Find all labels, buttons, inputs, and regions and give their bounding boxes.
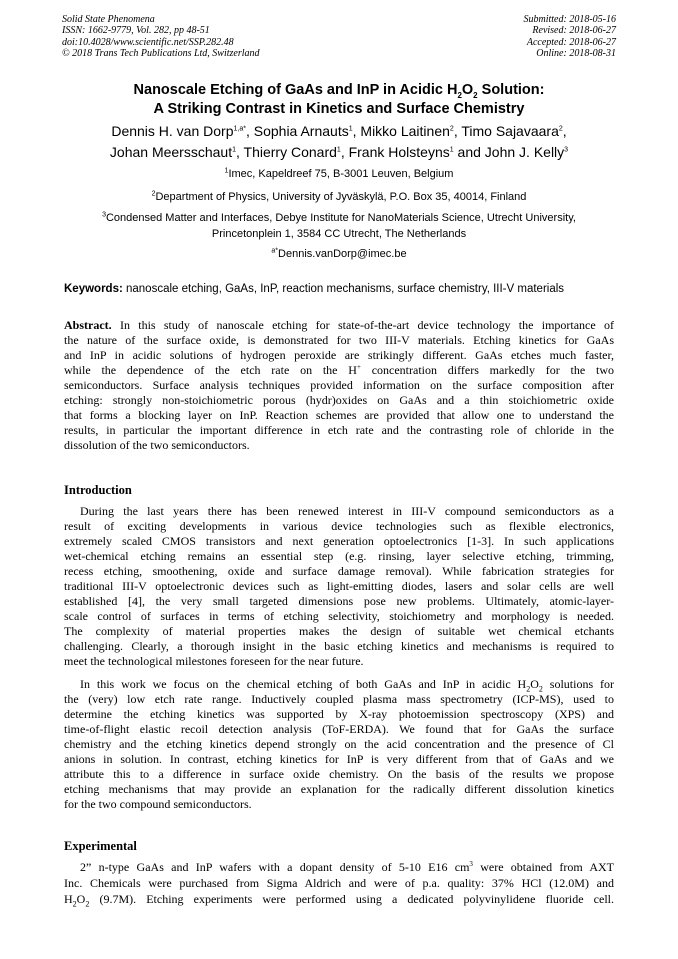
journal-name: Solid State Phenomena bbox=[62, 14, 155, 25]
corresponding-email: $^{a*}$Dennis.vanDorp@imec.be bbox=[271, 247, 407, 260]
experimental-heading: Experimental bbox=[64, 839, 137, 853]
submitted-date: Submitted: 2018-05-16 bbox=[523, 14, 616, 25]
abstract-label: Abstract. bbox=[64, 318, 112, 332]
author-line-2: Johan Meersschaut$^1$, Thierry Conard$^1$, Frank Holsteyns$^1$ and John J. Kelly$^3$ bbox=[109, 144, 569, 160]
affiliation-2: $^2$Department of Physics, University of Jyväskylä, P.O. Box 35, 40014, Finland bbox=[151, 190, 527, 203]
submission-dates bbox=[524, 14, 617, 60]
paper-page: Solid State Phenomena ISSN: 1662-9779, Vol. 282, pp 48-51 doi:10.4028/www.scientific.net/SSP.282.48 © 2018 Trans Tech Publications Ltd, Switzerland Submitted: 2018-05-16 Revised: 2018-06-27 Accepted: 2018-06-27 Online: 2018-08-31 Nanoscale Etching of GaAs and InP in Acidic $H_2O_2$ Solution: A Striking Contrast in Kinetics and Surface Chemistry Dennis H. van Dorp$^{1,a*}$, Sophia Arnauts$^1$, Mikko Laitinen$^2$, Timo Sajavaara$^2$, Johan Meersschaut$^1$, Thierry Conard$^1$, Frank Holsteyns$^1$ and John J. Kelly$^3$ $^1$Imec, Kapeldreef 75, B-3001 Leuven, Belgium $^2$Department of Physics, University of Jyväskylä, P.O. Box 35, 40014, Finland $^3$Condensed Matter and Interfaces, Debye Institute for NanoMaterials Science, Utrecht University, Princetonplein 1, 3584 CC Utrecht, The Netherlands $^{a*}$Dennis.vanDorp@imec.be Keywords: nanoscale etching, GaAs, InP, reaction mechanisms, surface chemistry, III-V materials Abstract. In this study of nanoscale etching for state-of-the-art device technology the importance of the nature of the surface oxide, is demonstrated for two III-V materials. Etching kinetics for GaAs and InP in acidic solutions of hydrogen peroxide are strikingly different. GaAs etches much faster, while the dependence of the etch rate on the H+ concentration differs markedly for the two semiconductors. Surface analysis techniques provided information on the surface composition after etching: strongly non-stoichiometric porous (hydr)oxides on GaAs and a thin stoichiometric oxide that forms a blocking layer on InP. Reaction schemes are provided that allow one to understand the results, in particular the important difference in etch rate and the contrasting role of chloride in the dissolution of the two semiconductors. Introduction During the last years there has been renewed interest in III-V compound semiconductors as a result of exciting developments in various device technologies such as flexible electronics, extremely scaled CMOS transistors and next generation optoelectronics [1-3]. In such applications wet-chemical etching remains an essential step (e.g. rinsing, layer selective etching, trimming, recess etching, smoothening, oxide and surface damage removal). While fabrication strategies for traditional III-V optoelectronic devices such as light-emitting diodes, lasers and solar cells are well established [4], the very small targeted dimensions pose new problems. Ultimately, atomic-layer- scale control of surfaces in terms of etching selectivity, stoichiometry and morphology is needed. The complexity of material properties makes the design of suitable wet chemical etchants challenging. Clearly, a thorough insight in the basic etching kinetics and mechanisms is required to meet the technological milestones foreseen for the near future. In this work we focus on the chemical etching of both GaAs and InP in acidic $H_2O_2$ solutions for the (very) low etch rate range. Inductively coupled plasma mass spectrometry (ICP-MS), used to determine the etching kinetics was supported by X-ray photoemission spectroscopy (XPS) and time-of-flight elastic recoil detection analysis (ToF-ERDA). We found that for GaAs the surface chemistry and the etching kinetics depend strongly on the acid concentration and the presence of Cl anions in solution. In contrast, etching kinetics for InP is very different from that of GaAs and we attribute this to a difference in surface oxide chemistry. On the basis of the results we propose etching mechanisms that may provide an explanation for the radically different dissolution kinetics for the two compound semiconductors. Experimental 2” n-type GaAs and InP wafers with a dopant density of 5-10 E16 $cm^3$ were obtained from AXT Inc. Chemicals were purchased from Sigma Aldrich and were of p.a. quality: 37% HCl (12.0M) and $H_2O_2$ (9.7M). Etching experiments were performed using a dedicated polyvinylidene fluoride cell. bbox=[0, 0, 678, 959]
doi-line: doi:10.4028/www.scientific.net/SSP.282.48 bbox=[62, 36, 234, 48]
keywords-label: Keywords: bbox=[64, 283, 123, 295]
affiliation-1: $^1$Imec, Kapeldreef 75, B-3001 Leuven, Belgium bbox=[224, 167, 454, 180]
journal-info bbox=[62, 14, 260, 60]
title-line-2: A Striking Contrast in Kinetics and Surface Chemistry bbox=[153, 101, 525, 117]
author-list bbox=[40, 121, 638, 163]
accepted-date: Accepted: 2018-06-27 bbox=[526, 36, 616, 48]
keywords-text: nanoscale etching, GaAs, InP, reaction mechanisms, surface chemistry, III-V materials bbox=[122, 283, 565, 295]
issn-line: ISSN: 1662-9779, Vol. 282, pp 48-51 bbox=[62, 25, 210, 37]
affiliation-3: $^3$Condensed Matter and Interfaces, Debye Institute for NanoMaterials Science, Utrecht University, Princetonplein 1, 3584 CC Utrecht, The Netherlands bbox=[102, 211, 576, 240]
introduction-heading: Introduction bbox=[64, 483, 132, 497]
revised-date: Revised: 2018-06-27 bbox=[532, 25, 616, 37]
paper-title bbox=[40, 81, 638, 119]
keywords bbox=[64, 282, 624, 296]
copyright-line: © 2018 Trans Tech Publications Ltd, Switzerland bbox=[62, 48, 260, 60]
online-date: Online: 2018-08-31 bbox=[536, 48, 616, 60]
title-line-1: Nanoscale Etching of GaAs and InP in Acidic $H_2O_2$ Solution: bbox=[133, 82, 545, 100]
author-line-1: Dennis H. van Dorp$^{1,a*}$, Sophia Arnauts$^1$, Mikko Laitinen$^2$, Timo Sajavaara$^2$, bbox=[111, 123, 567, 139]
